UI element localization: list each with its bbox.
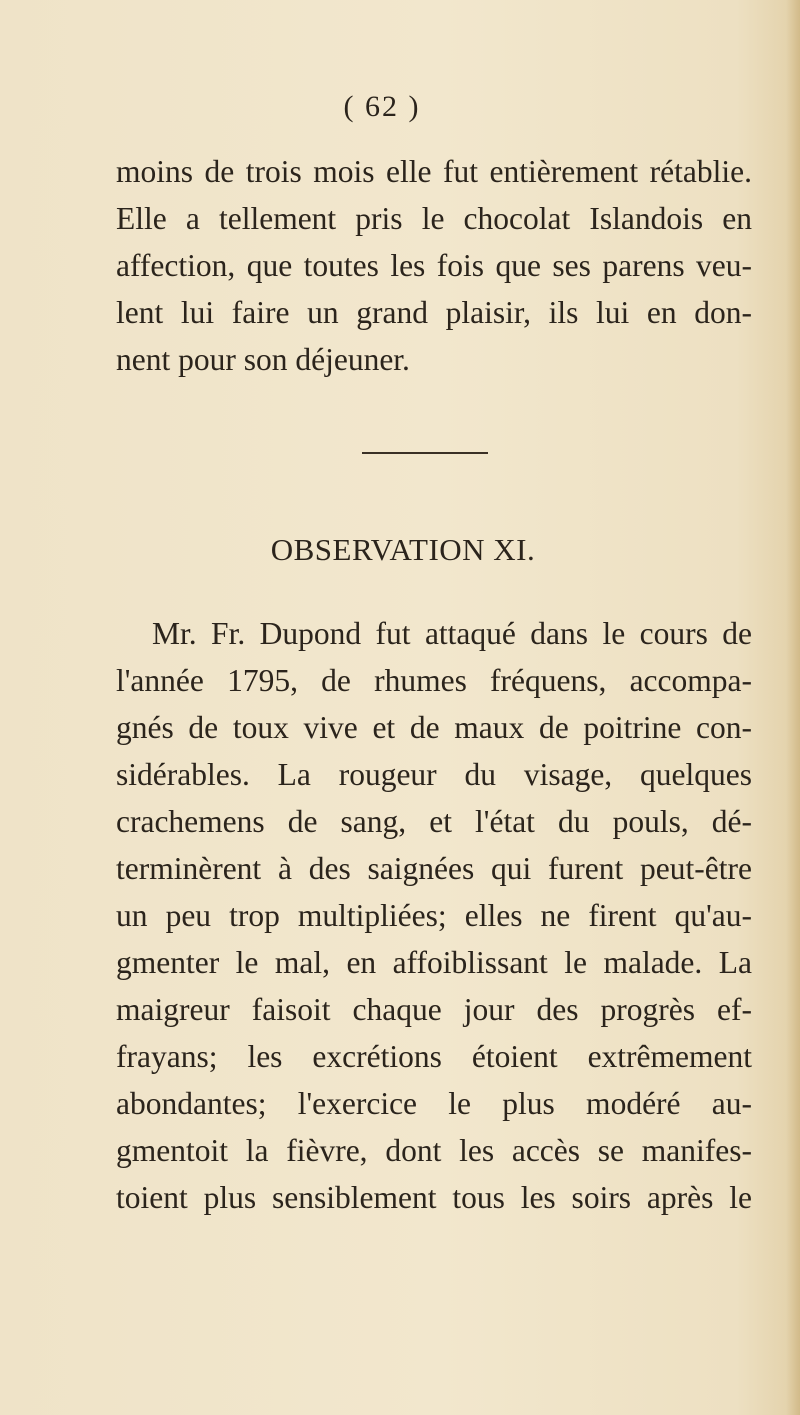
- text-line: gnés de toux vive et de maux de poitrine con-: [116, 710, 752, 745]
- text-line: moins de trois mois elle fut entièrement rétablie.: [116, 154, 752, 189]
- text-line: abondantes; l'exercice le plus modéré au-: [116, 1086, 752, 1121]
- text-line: gmentoit la fièvre, dont les accès se manifes-: [116, 1133, 752, 1168]
- section-heading: OBSERVATION XI.: [270, 532, 536, 567]
- text-line: Mr. Fr. Dupond fut attaqué dans le cours de: [152, 616, 752, 651]
- text-line: gmenter le mal, en affoiblissant le malade. La: [116, 945, 752, 980]
- text-line: terminèrent à des saignées qui furent peut-être: [116, 851, 752, 886]
- text-line: nent pour son déjeuner.: [116, 342, 410, 377]
- text-line: affection, que toutes les fois que ses parens veu-: [116, 248, 752, 283]
- text-line: maigreur faisoit chaque jour des progrès ef-: [116, 992, 752, 1027]
- text-line: sidérables. La rougeur du visage, quelques: [116, 757, 752, 792]
- text-line: lent lui faire un grand plaisir, ils lui en don-: [116, 295, 752, 330]
- section-divider: [362, 452, 488, 454]
- text-line: toient plus sensiblement tous les soirs après le: [116, 1180, 752, 1215]
- page-edge-shadow: [786, 0, 800, 1415]
- text-line: un peu trop multipliées; elles ne firent qu'au-: [116, 898, 752, 933]
- text-line: l'année 1795, de rhumes fréquens, accompa-: [116, 663, 752, 698]
- text-line: Elle a tellement pris le chocolat Islandois en: [116, 201, 752, 236]
- text-line: frayans; les excrétions étoient extrêmement: [116, 1039, 752, 1074]
- text-line: crachemens de sang, et l'état du pouls, dé-: [116, 804, 752, 839]
- page-number: ( 62 ): [343, 90, 421, 123]
